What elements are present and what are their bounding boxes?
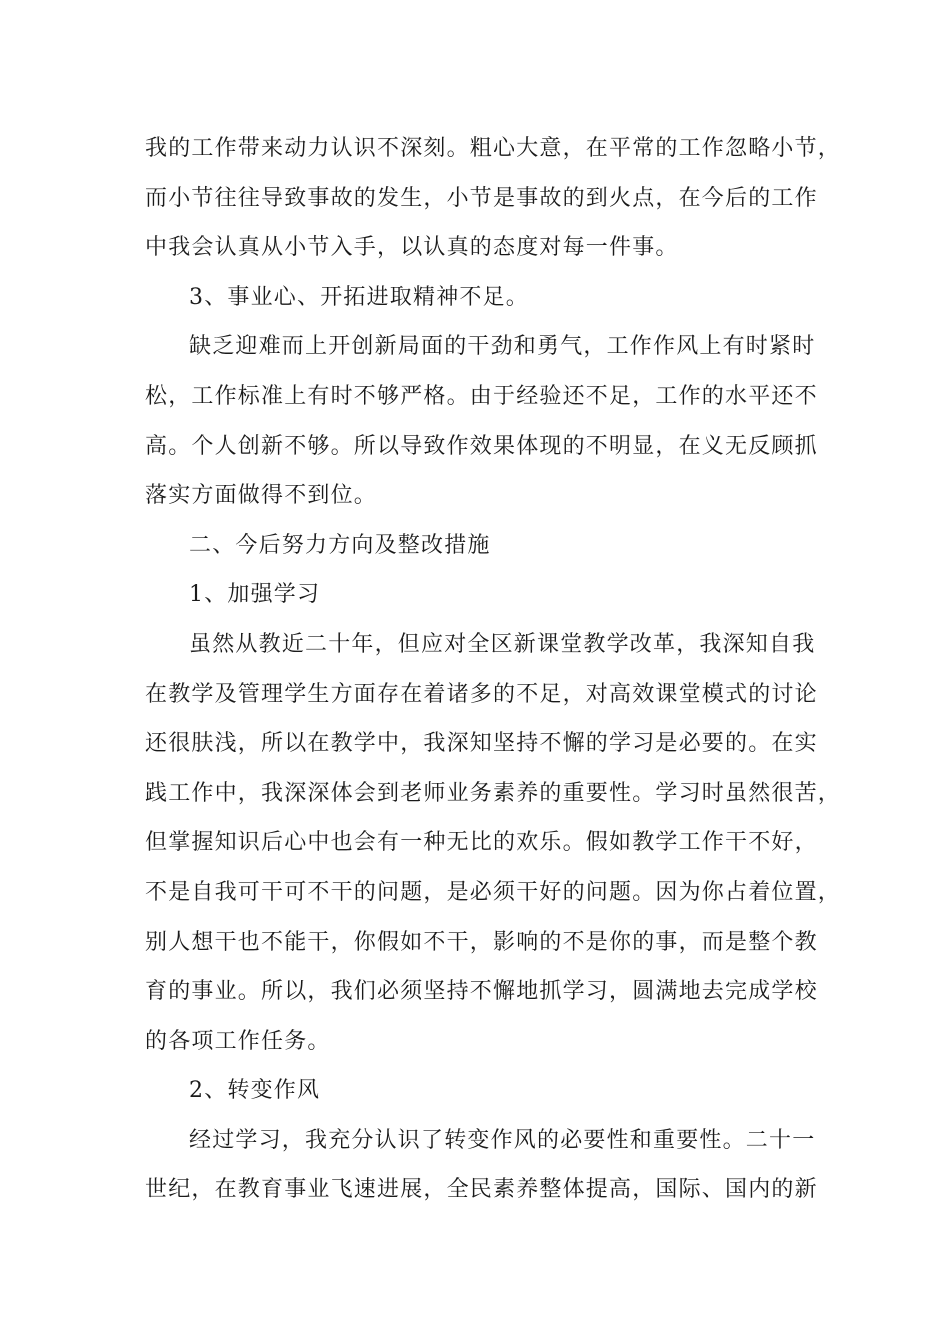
text-line: 高。个人创新不够。所以导致作效果体现的不明显，在义无反顾抓 [145,433,818,459]
text-line: 松，工作标准上有时不够严格。由于经验还不足，工作的水平还不 [145,383,818,409]
text-line: 别人想干也不能干，你假如不干，影响的不是你的事，而是整个教 [145,929,818,955]
section-heading: 1、加强学习 [189,582,321,608]
text-line: 育的事业。所以，我们必须坚持不懈地抓学习，圆满地去完成学校 [145,979,818,1005]
text-line: 世纪，在教育事业飞速进展，全民素养整体提高，国际、国内的新 [145,1177,818,1203]
section-heading: 3、事业心、开拓进取精神不足。 [189,284,529,310]
text-line: 的各项工作任务。 [145,1028,331,1054]
text-line: 我的工作带来动力认识不深刻。粗心大意，在平常的工作忽略小节， [145,136,842,161]
text-line: 缺乏迎难而上开创新局面的干劲和勇气，工作作风上有时紧时 [189,334,816,360]
text-line: 中我会认真从小节入手，以认真的态度对每一件事。 [145,235,679,261]
text-line: 经过学习，我充分认识了转变作风的必要性和重要性。二十一 [189,1127,816,1153]
section-heading: 2、转变作风 [189,1078,321,1104]
text-line: 落实方面做得不到位。 [145,483,378,509]
text-line: 践工作中，我深深体会到老师业务素养的重要性。学习时虽然很苦， [145,780,842,806]
text-line: 而小节往往导致事故的发生，小节是事故的到火点，在今后的工作 [145,185,818,211]
text-line: 在教学及管理学生方面存在着诸多的不足，对高效课堂模式的讨论 [145,681,818,707]
text-line: 虽然从教近二十年，但应对全区新课堂教学改革，我深知自我 [189,631,816,657]
text-line: 不是自我可干可不干的问题，是必须干好的问题。因为你占着位置， [145,879,842,905]
text-line: 但掌握知识后心中也会有一种无比的欢乐。假如教学工作干不好， [145,830,818,856]
section-heading: 二、今后努力方向及整改措施 [189,532,491,558]
document-page [145,124,842,1215]
text-line: 还很肤浅，所以在教学中，我深知坚持不懈的学习是必要的。在实 [145,731,818,757]
